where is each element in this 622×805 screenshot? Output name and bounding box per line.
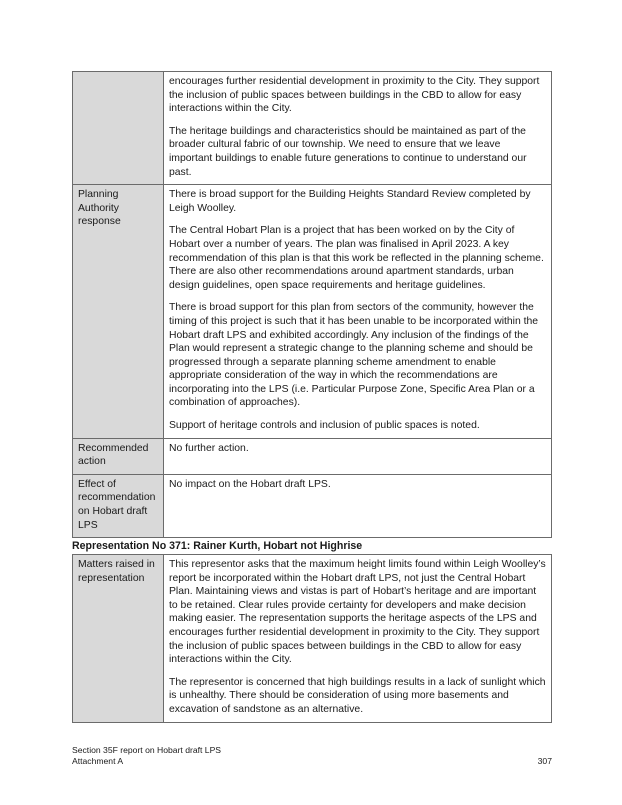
matters-row <box>73 555 552 723</box>
effect-value: No impact on the Hobart draft LPS. <box>164 474 552 537</box>
planning-response-label: Planning Authority response <box>73 185 164 439</box>
recommended-action-label: Recommended action <box>73 438 164 474</box>
paragraph: This representor asks that the maximum height limits found within Leigh Woolley’s report be incorporated within the Hobart draft LPS, not just the Central Hobart Plan. Maintaining views and vistas is part of Hobart’s heritage and are important to be retained. Clear rules provide certainty for developers and make decision making easier. The representation supports the heritage aspects of the LPS and encourages further residential development in proximity to the City. They support the inclusion of public spaces between buildings in the CBD to allow for easy interactions within the City. <box>169 559 546 666</box>
paragraph: encourages further residential development in proximity to the City. They support the inclusion of public spaces between buildings in the CBD to allow for easy interactions within the City. <box>169 76 540 115</box>
matters-label: Matters raised in representation <box>73 555 164 723</box>
paragraph: Support of heritage controls and inclusion of public spaces is noted. <box>169 420 480 432</box>
paragraph: The representor is concerned that high buildings results in a lack of sunlight which is unhealthy. There should be consideration of using more basements and excavation of sandstone as an alternative. <box>169 676 546 715</box>
empty-label-cell <box>73 72 164 185</box>
recommended-action-value: No further action. <box>164 438 552 474</box>
paragraph: The Central Hobart Plan is a project that has been worked on by the City of Hobart over a number of years. The plan was finalised in April 2023. A key recommendation of this plan is that this work be reflected in the planning scheme. There are also other recommendations around apartment standards, urban design guidelines, open space requirements and heritage guidelines. <box>169 225 544 291</box>
representation-table-continued <box>72 71 552 538</box>
planning-response-content <box>164 185 552 439</box>
page-footer <box>72 745 221 767</box>
paragraph: The heritage buildings and characteristics should be maintained as part of the broader cultural fabric of our township. We need to ensure that we leave important buildings to enable future generations to continue to understand our past. <box>169 125 527 178</box>
planning-response-row <box>73 185 552 439</box>
representation-heading: Representation No 371: Rainer Kurth, Hobart not Highrise <box>72 540 363 552</box>
representation-table <box>72 554 552 723</box>
paragraph: There is broad support for this plan from sectors of the community, however the timing of this project is such that it has been unable to be incorporated within the Hobart draft LPS and exhibited accordingly. Any inclusion of the findings of the Plan would represent a strategic change to the planning scheme and should be progressed through a separate planning scheme amendment to enable appropriate consideration of the way in which the recommendations are incorporating into the LPS (i.e. Particular Purpose Zone, Specific Area Plan or a combination of approaches). <box>169 302 539 409</box>
page-number: 307 <box>537 756 552 766</box>
continuation-row <box>73 72 552 185</box>
effect-row <box>73 474 552 537</box>
matters-content <box>164 555 552 723</box>
recommended-action-row <box>73 438 552 474</box>
paragraph: There is broad support for the Building Heights Standard Review completed by Leigh Woolley. <box>169 189 531 214</box>
footer-attachment: Attachment A <box>72 756 124 766</box>
footer-report-title: Section 35F report on Hobart draft LPS <box>72 745 222 755</box>
effect-label: Effect of recommendation on Hobart draft LPS <box>73 474 164 537</box>
continuation-content <box>164 72 552 185</box>
